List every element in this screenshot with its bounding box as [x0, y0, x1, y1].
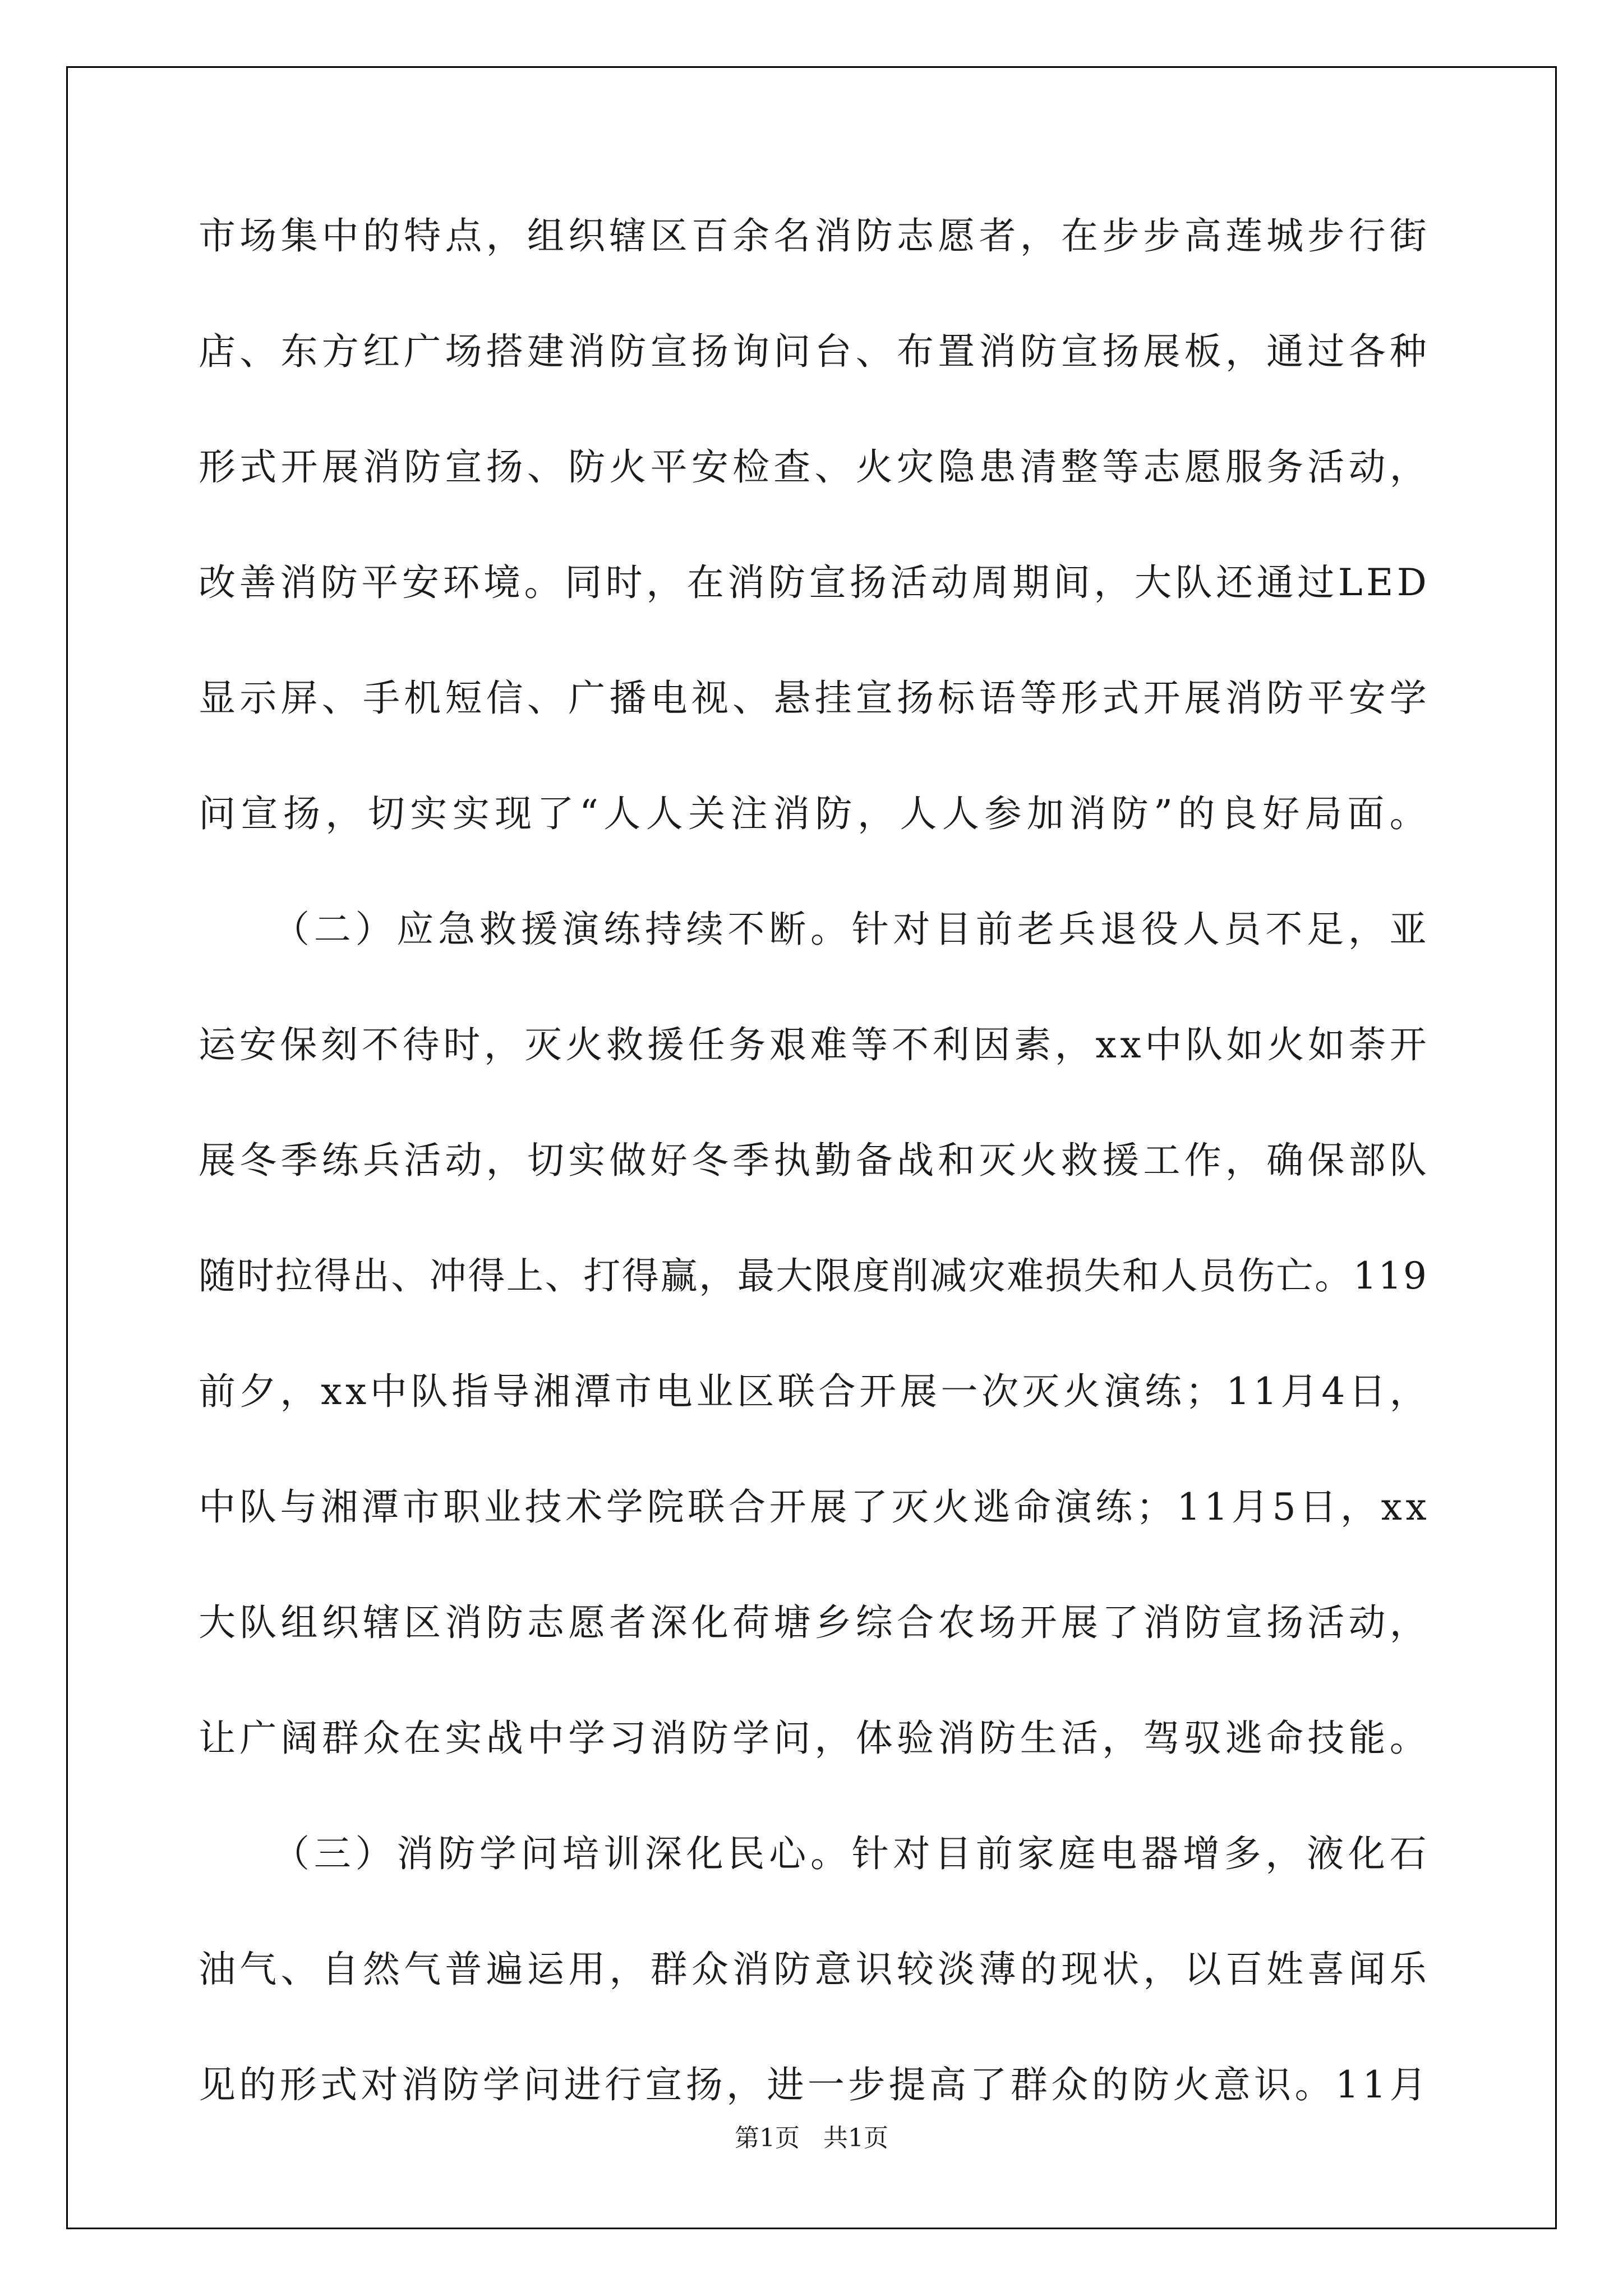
text-line: 运 安 保 刻 不 待 时 ， 灭 火 救 援 任 务 艰 难 等 不 利 因 素 ， x x 中 队 如 火 如 荼 开	[199, 1023, 1427, 1066]
text-line: 前 夕 ， x x 中 队 指 导 湘 潭 市 电 业 区 联 合 开 展 一 次 灭 火 演 练 ； 1 1 月 4 日 ，	[199, 1370, 1427, 1413]
text-line: 店 、 东 方 红 广 场 搭 建 消 防 宣 扬 询 问 台 、 布 置 消 防 宣 扬 展 板 ， 通 过 各 种	[199, 330, 1427, 373]
text-line: 改 善 消 防 平 安 环 境 。 同 时 ， 在 消 防 宣 扬 活 动 周 期 间 ， 大 队 还 通 过 L E D	[199, 561, 1427, 604]
text-line: （ 二 ） 应 急 救 援 演 练 持 续 不 断 。 针 对 目 前 老 兵 退 役 人 员 不 足 ， 亚	[273, 908, 1427, 951]
text-line: 随 时 拉 得 出 、 冲 得 上 、 打 得 赢 ， 最 大 限 度 削 减 灾 难 损 失 和 人 员 伤 亡 。 1 1 9	[199, 1254, 1427, 1297]
text-line: 油 气 、 自 然 气 普 遍 运 用 ， 群 众 消 防 意 识 较 淡 薄 的 现 状 ， 以 百 姓 喜 闻 乐	[199, 1948, 1427, 1991]
text-line: 见 的 形 式 对 消 防 学 问 进 行 宣 扬 ， 进 一 步 提 高 了 群 众 的 防 火 意 识 。 1 1 月	[199, 2063, 1427, 2106]
page-total: 共1页	[823, 2124, 888, 2152]
page-number: 第1页	[735, 2124, 800, 2152]
text-line: 问 宣 扬 ， 切 实 实 现 了 “ 人 人 关 注 消 防 ， 人 人 参 加 消 防 ” 的 良 好 局 面 。	[199, 792, 1427, 835]
text-line: 形 式 开 展 消 防 宣 扬 、 防 火 平 安 检 查 、 火 灾 隐 患 清 整 等 志 愿 服 务 活 动 ，	[199, 445, 1427, 489]
text-line: 中 队 与 湘 潭 市 职 业 技 术 学 院 联 合 开 展 了 灭 火 逃 命 演 练 ； 1 1 月 5 日 ， x x	[199, 1485, 1427, 1529]
text-line: 市 场 集 中 的 特 点 ， 组 织 辖 区 百 余 名 消 防 志 愿 者 ， 在 步 步 高 莲 城 步 行 街	[199, 214, 1427, 257]
text-line: 展 冬 季 练 兵 活 动 ， 切 实 做 好 冬 季 执 勤 备 战 和 灭 火 救 援 工 作 ， 确 保 部 队	[199, 1139, 1427, 1182]
text-line: （ 三 ） 消 防 学 问 培 训 深 化 民 心 。 针 对 目 前 家 庭 电 器 增 多 ， 液 化 石	[273, 1832, 1427, 1875]
text-line: 大 队 组 织 辖 区 消 防 志 愿 者 深 化 荷 塘 乡 综 合 农 场 开 展 了 消 防 宣 扬 活 动 ，	[199, 1601, 1427, 1644]
page-footer	[0, 2126, 1623, 2151]
text-line: 让 广 阔 群 众 在 实 战 中 学 习 消 防 学 问 ， 体 验 消 防 生 活 ， 驾 驭 逃 命 技 能 。	[199, 1717, 1427, 1760]
text-line: 显 示 屏 、 手 机 短 信 、 广 播 电 视 、 悬 挂 宣 扬 标 语 等 形 式 开 展 消 防 平 安 学	[199, 677, 1427, 720]
document-body	[199, 214, 1427, 2182]
footer-spacer	[800, 2124, 823, 2152]
